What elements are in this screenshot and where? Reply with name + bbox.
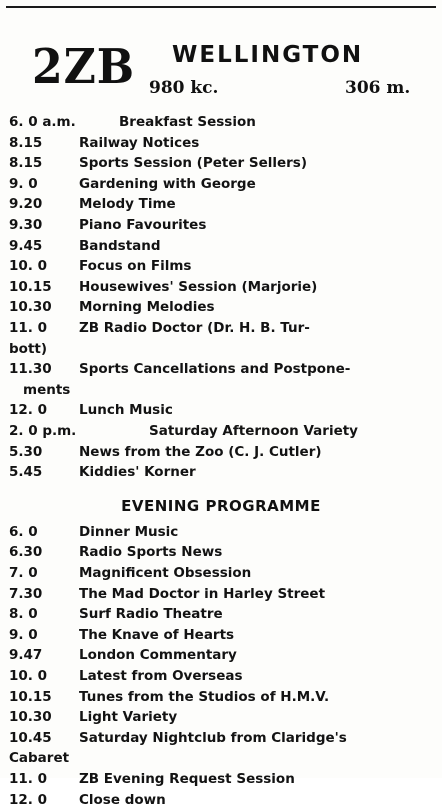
evening-section-heading: EVENING PROGRAMME: [121, 496, 321, 515]
top-rule: [6, 6, 436, 8]
program-title: The Mad Doctor in Harley Street: [79, 585, 326, 602]
program-row: [9, 402, 433, 423]
program-title: ZB Evening Request Session: [79, 771, 295, 787]
program-time: 9.20: [9, 196, 43, 213]
program-row: [9, 544, 433, 565]
program-title: Saturday Afternoon Variety: [149, 423, 358, 439]
program-time: 9.47: [9, 647, 43, 664]
program-row: [9, 730, 433, 771]
program-row: [9, 196, 433, 217]
program-time: 10. 0: [9, 668, 48, 684]
program-time: 12. 0: [9, 402, 48, 419]
program-time: 9.30: [9, 217, 43, 233]
program-time: 8.15: [9, 155, 43, 172]
program-time: 11. 0: [9, 771, 48, 787]
program-row: [9, 627, 433, 648]
program-time: 5.30: [9, 443, 43, 460]
program-row: [9, 114, 433, 135]
program-title: Close down: [79, 791, 166, 808]
program-title-continued: Cabaret: [9, 750, 70, 767]
program-time: 10.30: [9, 709, 52, 726]
program-row: [9, 176, 433, 197]
program-title: Focus on Films: [79, 258, 192, 275]
program-row: [9, 135, 433, 156]
station-call-sign: 2ZB: [32, 39, 136, 95]
program-title-continued: bott): [9, 340, 48, 357]
program-title: Sports Session (Peter Sellers): [79, 155, 308, 172]
station-frequency: 980 kc.: [149, 78, 219, 98]
program-time: 9. 0: [9, 626, 38, 643]
program-row: [9, 565, 433, 586]
program-title: Lunch Music: [79, 402, 173, 419]
program-title: Morning Melodies: [79, 299, 215, 316]
program-title: Housewives' Session (Marjorie): [79, 278, 318, 295]
program-title: Breakfast Session: [119, 114, 256, 130]
program-row: [9, 155, 433, 176]
program-title: Surf Radio Theatre: [79, 606, 223, 623]
program-title: Sports Cancellations and Postpone-: [79, 361, 351, 378]
program-row: [9, 423, 433, 444]
program-time: 10.30: [9, 299, 52, 316]
program-title: Magnificent Obsession: [79, 565, 252, 581]
program-row: [9, 299, 433, 320]
program-title: The Knave of Hearts: [79, 626, 235, 643]
program-title: Railway Notices: [79, 134, 200, 151]
program-time: 8. 0: [9, 606, 38, 623]
program-time: 10. 0: [9, 258, 48, 275]
program-row: [9, 606, 433, 627]
program-time: 2. 0 p.m.: [9, 423, 77, 439]
program-time: 11. 0: [9, 320, 48, 336]
program-title: ZB Radio Doctor (Dr. H. B. Tur-: [79, 320, 310, 336]
program-time: 11.30: [9, 361, 52, 378]
program-title: Kiddies' Korner: [79, 464, 196, 481]
program-row: [9, 524, 433, 545]
program-title: Melody Time: [79, 196, 176, 213]
program-time: 12. 0: [9, 791, 48, 808]
program-title: Gardening with George: [79, 175, 256, 192]
program-row: [9, 238, 433, 259]
program-row: [9, 771, 433, 792]
program-title: Dinner Music: [79, 523, 179, 540]
program-row: [9, 444, 433, 465]
program-time: 10.15: [9, 278, 52, 295]
program-row: [9, 586, 433, 607]
program-time: 6. 0: [9, 523, 38, 540]
program-row: [9, 361, 433, 402]
program-time: 7. 0: [9, 565, 38, 581]
program-time: 10.45: [9, 729, 52, 746]
station-wavelength: 306 m.: [345, 78, 411, 98]
program-row: [9, 464, 433, 485]
program-time: 6. 0 a.m.: [9, 114, 76, 130]
program-title: Light Variety: [79, 709, 178, 726]
program-row: [9, 792, 433, 812]
station-city: WELLINGTON: [172, 42, 364, 68]
program-row: [9, 320, 433, 361]
program-row: [9, 258, 433, 279]
program-title: Radio Sports News: [79, 544, 223, 561]
program-row: [9, 689, 433, 710]
program-title: Bandstand: [79, 237, 161, 254]
program-title: Tunes from the Studios of H.M.V.: [79, 688, 330, 705]
program-time: 9.45: [9, 237, 43, 254]
program-time: 7.30: [9, 585, 43, 602]
program-row: [9, 647, 433, 668]
program-time: 10.15: [9, 688, 52, 705]
program-time: 6.30: [9, 544, 43, 561]
program-title: Saturday Nightclub from Claridge's: [79, 729, 347, 746]
program-row: [9, 709, 433, 730]
program-time: 9. 0: [9, 175, 38, 192]
program-row: [9, 217, 433, 238]
program-title: Latest from Overseas: [79, 668, 243, 684]
program-title-continued: ments: [23, 381, 71, 398]
program-row: [9, 668, 433, 689]
program-time: 8.15: [9, 134, 43, 151]
program-row: [9, 279, 433, 300]
program-title: Piano Favourites: [79, 217, 207, 233]
program-title: News from the Zoo (C. J. Cutler): [79, 443, 322, 460]
program-title: London Commentary: [79, 647, 237, 664]
program-time: 5.45: [9, 464, 43, 481]
